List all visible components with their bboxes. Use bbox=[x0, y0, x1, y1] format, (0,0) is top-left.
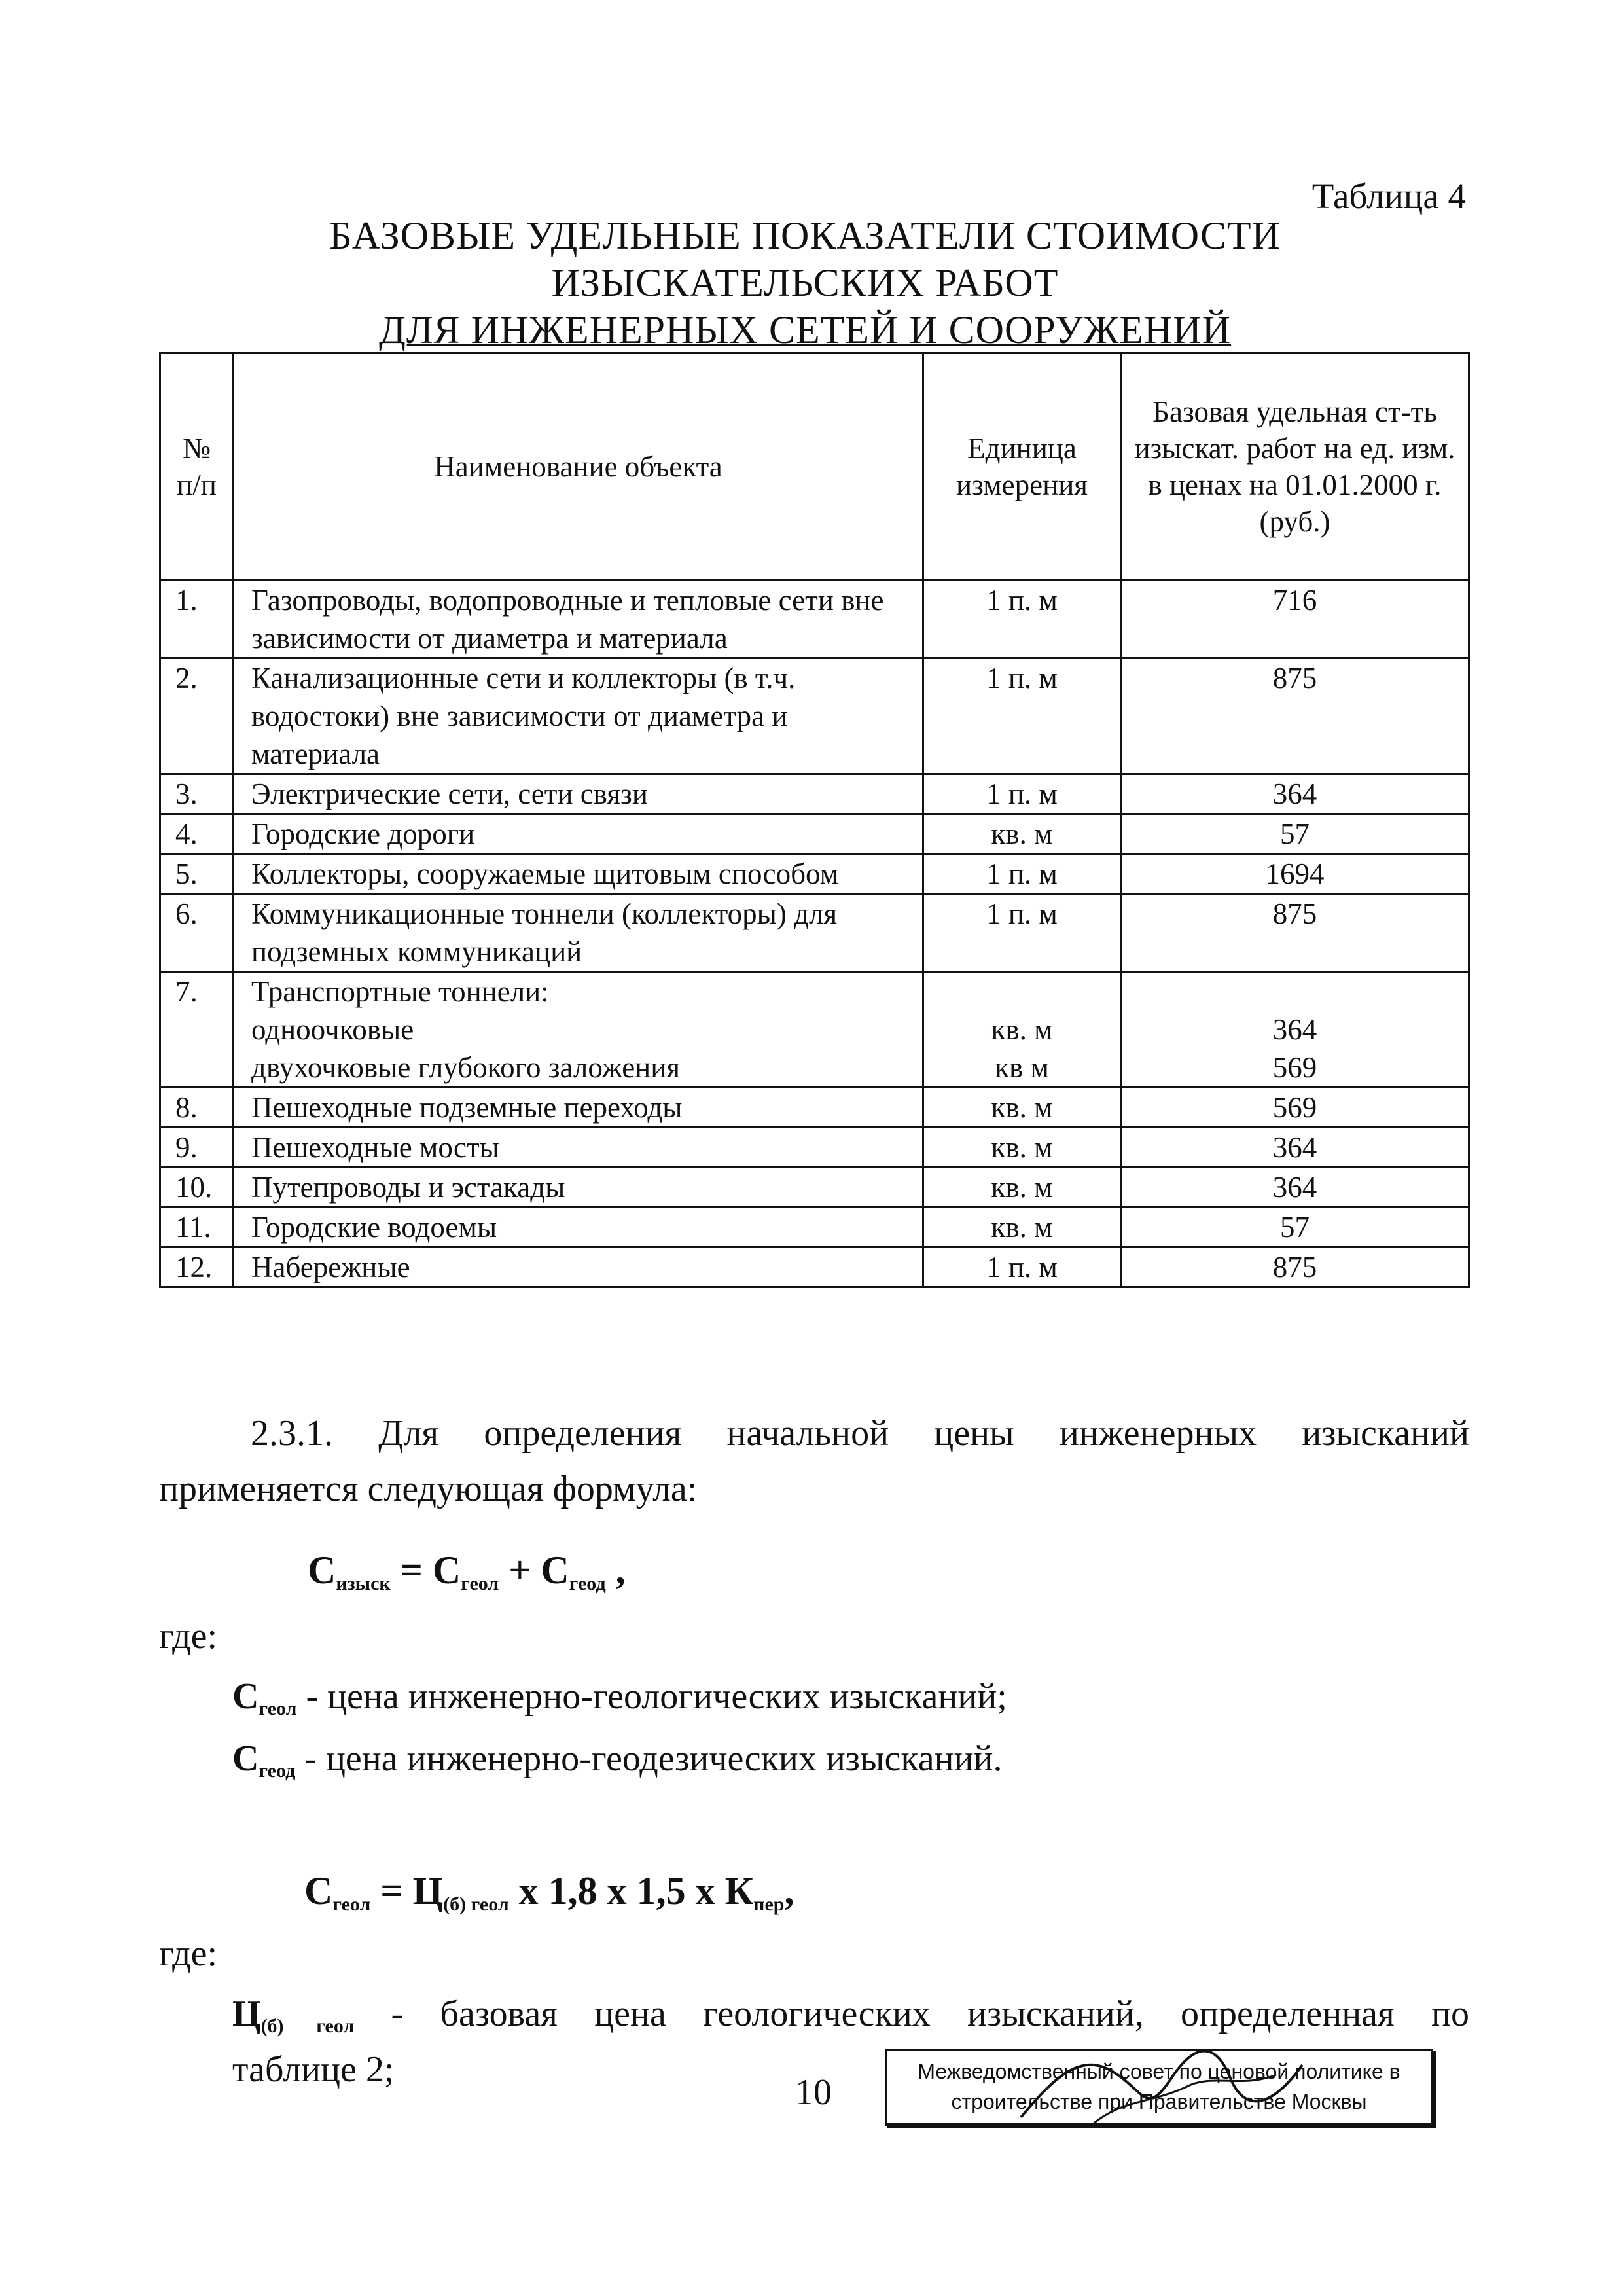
row-subitem-unit: кв. м bbox=[991, 1013, 1053, 1046]
row-subitem-value: 364 bbox=[1272, 1013, 1317, 1046]
row-name: Городские дороги bbox=[234, 814, 923, 854]
row-value: 57 bbox=[1121, 1208, 1469, 1247]
table-title-line-3: ДЛЯ ИНЖЕНЕРНЫХ СЕТЕЙ И СООРУЖЕНИЙ bbox=[378, 308, 1232, 351]
table-row bbox=[160, 658, 1469, 774]
row-unit: 1 п. м bbox=[923, 894, 1121, 972]
row-unit: кв. м bbox=[923, 1168, 1121, 1208]
row-name: Канализационные сети и коллекторы (в т.ч. водостоки) вне зависимости от диаметра и материала bbox=[234, 658, 923, 774]
definition-base-price-continued: таблице 2; bbox=[232, 2049, 395, 2090]
row-unit: кв. м bbox=[923, 1208, 1121, 1247]
row-unit: кв. м bbox=[923, 814, 1121, 854]
row-unit: кв. м bbox=[923, 1088, 1121, 1128]
table-row bbox=[160, 1208, 1469, 1247]
row-num: 9. bbox=[160, 1128, 234, 1168]
col-header-cost: Базовая удельная ст-ть изыскат. работ на ед. изм. в ценах на 01.01.2000 г. (руб.) bbox=[1121, 353, 1469, 581]
formula-subscript: (б) геол bbox=[443, 1893, 509, 1915]
col-header-num: № п/п bbox=[160, 353, 234, 581]
paragraph-2-3-1: 2.3.1. Для определения начальной цены инженерных изысканий bbox=[251, 1413, 1469, 1454]
row-subitem-name: двухочковые глубокого заложения bbox=[251, 1051, 681, 1084]
formula-operator: = С bbox=[390, 1549, 461, 1592]
table-row bbox=[160, 581, 1469, 658]
row-num: 5. bbox=[160, 854, 234, 894]
row-unit: 1 п. м bbox=[923, 581, 1121, 658]
row-value: 569 bbox=[1121, 1088, 1469, 1128]
table-header-row bbox=[160, 353, 1469, 581]
formula-punctuation: , bbox=[784, 1869, 794, 1912]
formula-subscript: изыск bbox=[336, 1573, 391, 1594]
row-name: Пешеходные подземные переходы bbox=[234, 1088, 923, 1128]
table-row bbox=[160, 1088, 1469, 1128]
definition-text: - базовая цена геологических изысканий, определенная по bbox=[354, 1994, 1470, 2034]
row-subitem-unit: кв м bbox=[995, 1051, 1049, 1084]
table-row bbox=[160, 774, 1469, 814]
definition-base-price bbox=[232, 1993, 1469, 2035]
row-num: 8. bbox=[160, 1088, 234, 1128]
table-row bbox=[160, 972, 1469, 1088]
paragraph-2-3-1-continued: применяется следующая формула: bbox=[159, 1469, 698, 1509]
page-number: 10 bbox=[795, 2072, 832, 2113]
row-name: Путепроводы и эстакады bbox=[234, 1168, 923, 1208]
formula-operator: + С bbox=[499, 1549, 569, 1592]
row-name: Пешеходные мосты bbox=[234, 1128, 923, 1168]
formula-subscript: пер bbox=[753, 1893, 785, 1915]
row-name bbox=[234, 972, 923, 1088]
definition-subscript: (б) геол bbox=[260, 2015, 355, 2037]
col-header-name: Наименование объекта bbox=[234, 353, 923, 581]
row-num: 3. bbox=[160, 774, 234, 814]
row-unit bbox=[923, 972, 1121, 1088]
signature-scribble bbox=[995, 2039, 1335, 2137]
row-num: 12. bbox=[160, 1247, 234, 1287]
formula-subscript: геол bbox=[461, 1573, 499, 1594]
definition-geology bbox=[232, 1676, 1007, 1717]
cost-table bbox=[159, 352, 1470, 1288]
formula-subscript: геод bbox=[569, 1573, 606, 1594]
where-label: где: bbox=[159, 1616, 218, 1657]
row-value bbox=[1121, 972, 1469, 1088]
row-name: Газопроводы, водопроводные и тепловые сети вне зависимости от диаметра и материала bbox=[234, 581, 923, 658]
row-value: 364 bbox=[1121, 1128, 1469, 1168]
formula-symbol: С bbox=[308, 1549, 336, 1592]
formula-operator: = Ц bbox=[370, 1869, 444, 1912]
row-unit: 1 п. м bbox=[923, 1247, 1121, 1287]
formula-operator: х 1,8 х 1,5 х К bbox=[508, 1869, 754, 1912]
row-subitem-value: 569 bbox=[1272, 1051, 1317, 1084]
formula-total-price bbox=[308, 1548, 626, 1593]
row-value: 364 bbox=[1121, 774, 1469, 814]
row-num: 1. bbox=[160, 581, 234, 658]
definition-symbol: С bbox=[232, 1676, 259, 1717]
row-value: 57 bbox=[1121, 814, 1469, 854]
table-row bbox=[160, 1128, 1469, 1168]
formula-symbol: С bbox=[304, 1869, 333, 1912]
definition-text: - цена инженерно-геологических изысканий; bbox=[296, 1676, 1007, 1717]
row-name: Набережные bbox=[234, 1247, 923, 1287]
stamp-line-1: Межведомственный совет по ценовой политике в bbox=[918, 2060, 1400, 2083]
definition-text: - цена инженерно-геодезических изысканий. bbox=[295, 1738, 1003, 1779]
table-title-line-2: ИЗЫСКАТЕЛЬСКИХ РАБОТ bbox=[551, 261, 1059, 304]
formula-punctuation: , bbox=[605, 1549, 626, 1592]
table-row bbox=[160, 1168, 1469, 1208]
row-unit: 1 п. м bbox=[923, 658, 1121, 774]
row-value: 875 bbox=[1121, 894, 1469, 972]
row-value: 364 bbox=[1121, 1168, 1469, 1208]
table-title-line-1: БАЗОВЫЕ УДЕЛЬНЫЕ ПОКАЗАТЕЛИ СТОИМОСТИ bbox=[329, 214, 1281, 257]
row-name: Городские водоемы bbox=[234, 1208, 923, 1247]
row-value: 875 bbox=[1121, 658, 1469, 774]
table-row bbox=[160, 814, 1469, 854]
stamp-line-2: строительстве при Правительстве Москвы bbox=[951, 2090, 1367, 2113]
definition-geodesy bbox=[232, 1738, 1003, 1780]
formula-geology-price bbox=[304, 1869, 794, 1914]
definition-symbol: С bbox=[232, 1738, 259, 1779]
row-unit: 1 п. м bbox=[923, 774, 1121, 814]
row-name: Электрические сети, сети связи bbox=[234, 774, 923, 814]
table-row bbox=[160, 1247, 1469, 1287]
table-row bbox=[160, 854, 1469, 894]
row-value: 875 bbox=[1121, 1247, 1469, 1287]
definition-subscript: геод bbox=[259, 1760, 296, 1782]
row-num: 7. bbox=[160, 972, 234, 1088]
row-name: Коллекторы, сооружаемые щитовым способом bbox=[234, 854, 923, 894]
definition-subscript: геол bbox=[259, 1698, 297, 1719]
table-label: Таблица 4 bbox=[1311, 176, 1466, 216]
row-unit: кв. м bbox=[923, 1128, 1121, 1168]
row-num: 2. bbox=[160, 658, 234, 774]
row-num: 11. bbox=[160, 1208, 234, 1247]
row-unit: 1 п. м bbox=[923, 854, 1121, 894]
row-subitem-name: одноочковые bbox=[251, 1013, 414, 1046]
row-value: 716 bbox=[1121, 581, 1469, 658]
formula-subscript: геол bbox=[332, 1893, 371, 1915]
row-value: 1694 bbox=[1121, 854, 1469, 894]
row-name: Коммуникационные тоннели (коллекторы) для подземных коммуникаций bbox=[234, 894, 923, 972]
row-num: 4. bbox=[160, 814, 234, 854]
definition-symbol: Ц bbox=[232, 1994, 261, 2034]
row-group-name: Транспортные тоннели: bbox=[251, 975, 549, 1008]
table-row bbox=[160, 894, 1469, 972]
col-header-unit: Единица измерения bbox=[923, 353, 1121, 581]
row-num: 6. bbox=[160, 894, 234, 972]
row-num: 10. bbox=[160, 1168, 234, 1208]
where-label: где: bbox=[159, 1933, 218, 1974]
